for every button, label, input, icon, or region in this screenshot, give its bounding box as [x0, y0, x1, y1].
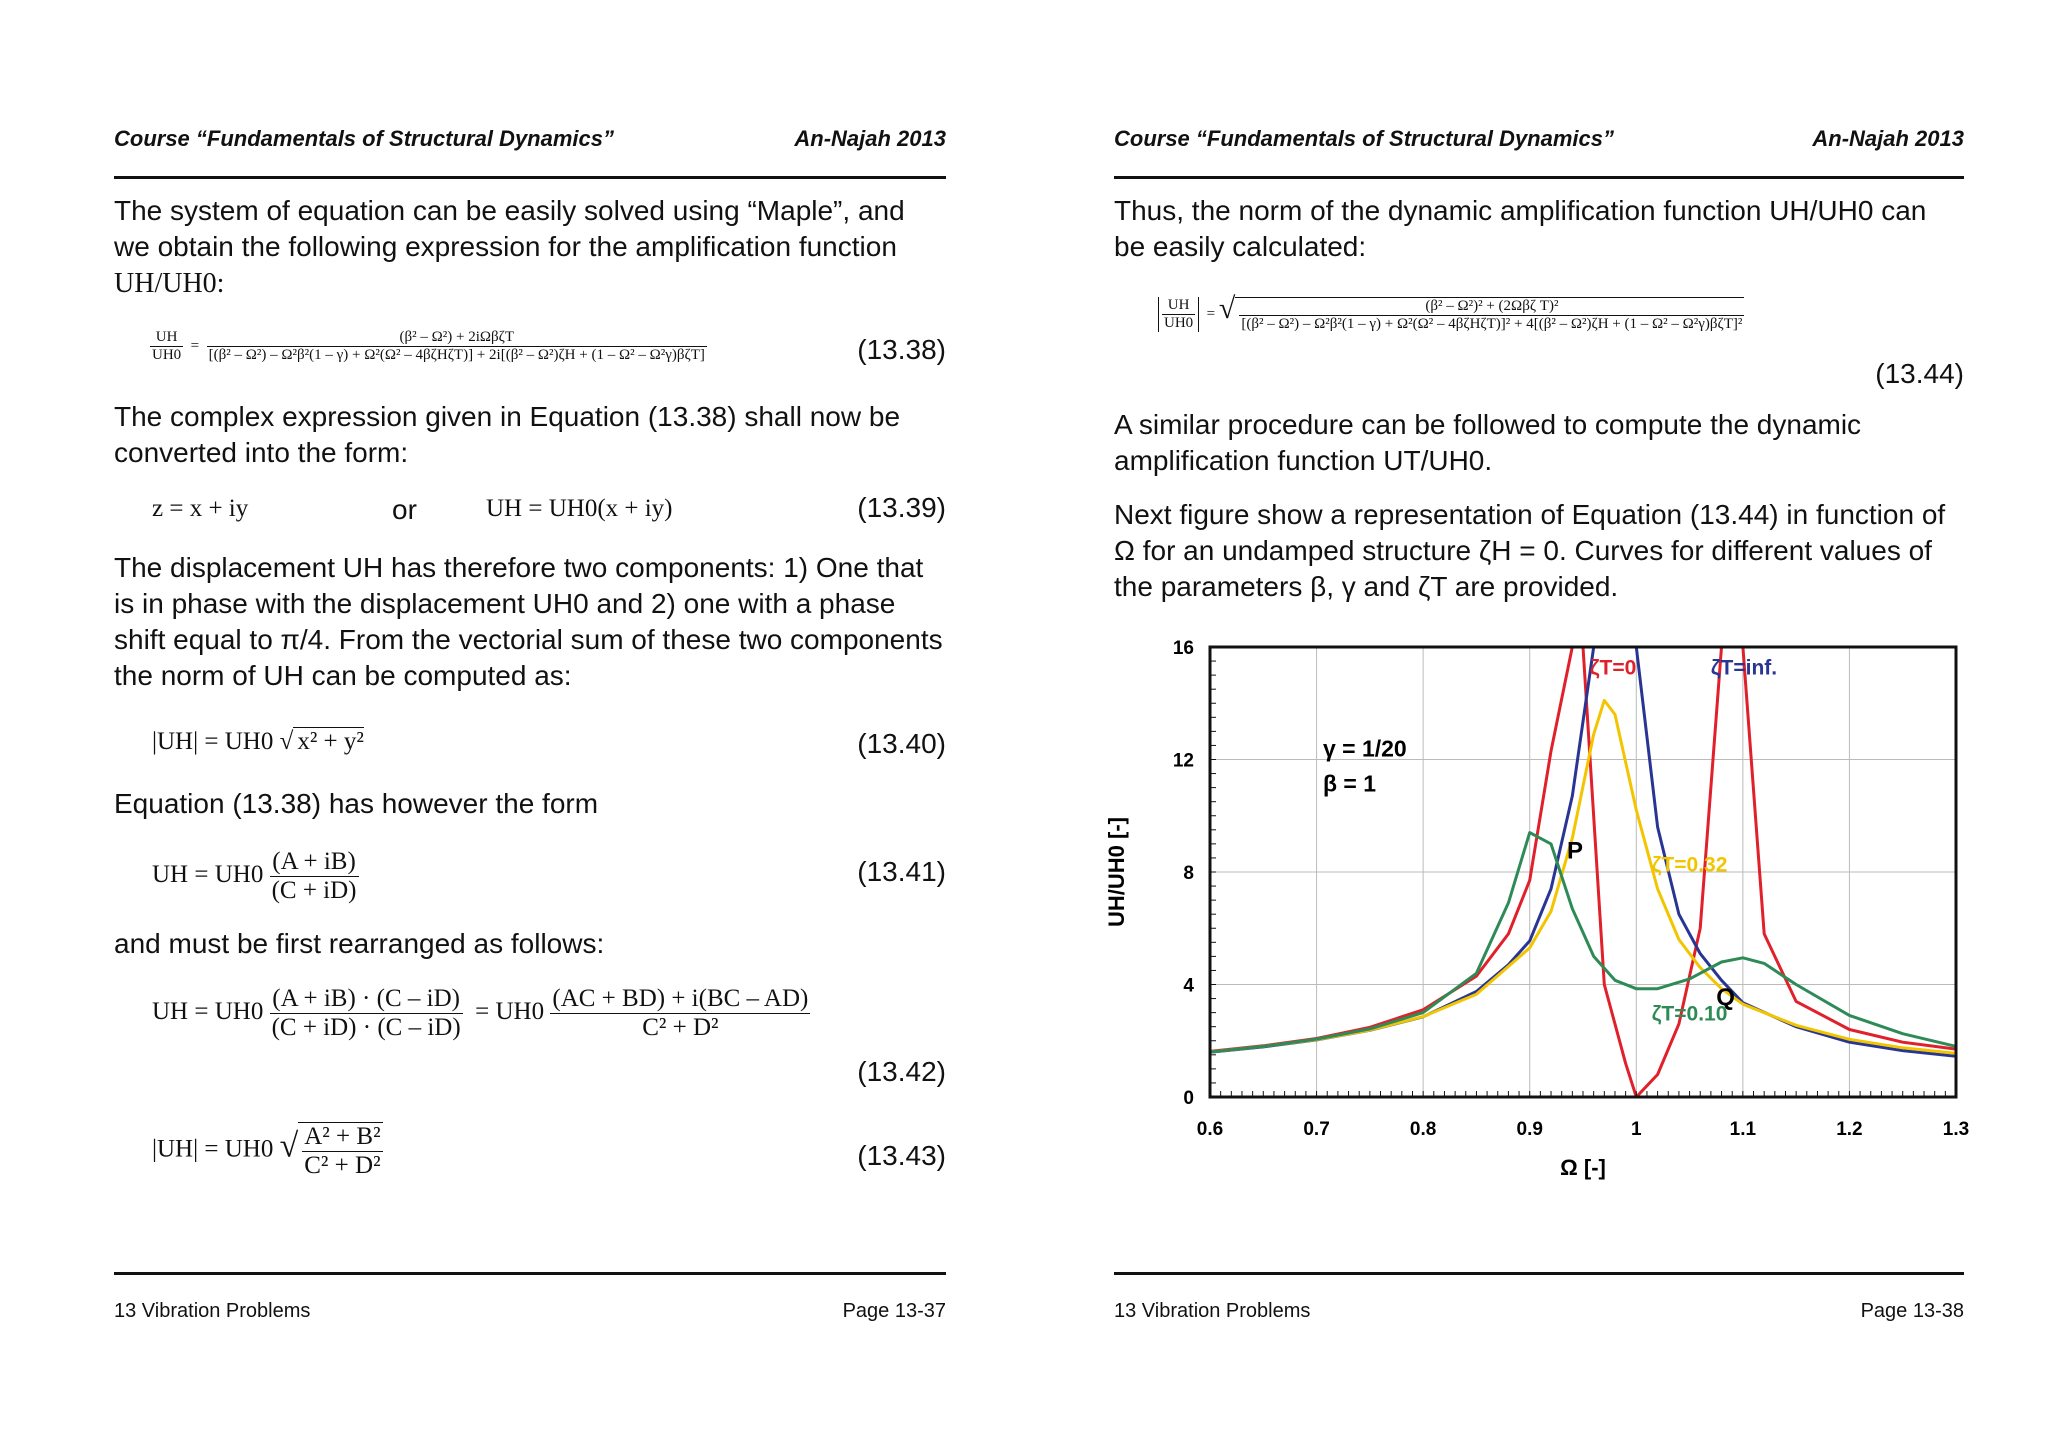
equation-13-42: UH = UH0 $\frac{(A + iB) \cdot (C - iD)}{(C + iD) \cdot (C - iD)}$ = UH0 $\frac{(AC + BD) + i(BC - AD)}{\text{C² + D²}}$ — [152, 985, 809, 1041]
left-p1-symbol: UH/UH0: — [114, 268, 225, 299]
series-label-2: ζT=0.32 — [1651, 853, 1728, 877]
annotation-P: P — [1567, 837, 1584, 865]
x-tick-label: 1 — [1630, 1119, 1642, 1140]
series-label-3: ζT=0.10 — [1651, 1002, 1728, 1026]
y-tick-label: 8 — [1183, 863, 1194, 884]
equation-number-13-43: (13.43) — [857, 1140, 946, 1171]
equation-13-41: UH = UH0 $\frac{(A + iB)}{(C + iD)}$ — [152, 848, 357, 904]
chart-labels — [1104, 657, 1777, 1180]
equation-13-39-or: or — [392, 494, 417, 525]
x-tick-label: 0.6 — [1196, 1119, 1224, 1140]
equation-13-39-lhs: z = x + iy — [152, 495, 249, 522]
equation-number-13-39: (13.39) — [857, 492, 946, 523]
y-axis-label: UH/UH0 [-] — [1104, 817, 1129, 927]
right-page — [1024, 0, 2048, 1448]
series-line-3 — [1210, 833, 1956, 1052]
right-paragraph-3: Next figure show a representation of Equation (13.44) in function of Ω for an undamped structure ζH = 0. Curves for different values of the parameters β, γ and ζT are provided. — [1114, 499, 1946, 602]
annotation-Q: Q — [1716, 983, 1735, 1011]
equation-number-13-44: (13.44) — [1875, 358, 1964, 389]
equation-number-13-38: (13.38) — [857, 334, 946, 365]
left-footer-chapter: 13 Vibration Problems — [114, 1300, 311, 1322]
left-paragraph-3: The displacement UH has therefore two components: 1) One that is in phase with the displacement UH0 and 2) one with a phase shift equal to π/4. From the vectorial sum of these two components the norm of UH can be computed as: — [114, 552, 943, 691]
y-tick-label: 4 — [1183, 975, 1194, 997]
left-footer-rule — [114, 1272, 946, 1275]
equation-13-39-rhs: UH = UH0(x + iy) — [486, 495, 673, 522]
series-label-1: ζT=inf. — [1710, 656, 1778, 680]
equation-13-38: $\frac{UH}{UH0}$ = (β² – Ω²) + 2iΩβζT [(β² – Ω²) – Ω²β²(1 – γ) + Ω²(Ω² – 4βζHζT)] + 2i[(β² – Ω²)ζH + (1 – Ω² – Ω²γ)βζT] — [152, 329, 705, 363]
left-paragraph-4: Equation (13.38) has however the form — [114, 788, 599, 819]
right-paragraph-2: A similar procedure can be followed to compute the dynamic amplification function UT/UH0. — [1114, 409, 1862, 476]
equation-number-13-41: (13.41) — [857, 856, 946, 887]
x-tick-label: 1.1 — [1729, 1119, 1757, 1140]
equation-13-44: $\frac{UH}{UH0}$ = √ (β² – Ω²)² + (2Ωβζ T)² [(β² – Ω²) – Ω²β²(1 – γ) + Ω²(Ω² – 4βζHζT)]² + 4[(β² – Ω²)ζH + (1 – Ω² – Ω²γ)βζT]² — [1158, 292, 1744, 333]
left-paragraph-2: The complex expression given in Equation (13.38) shall now be converted into the form: — [114, 401, 901, 468]
y-tick-label: 0 — [1183, 1088, 1194, 1109]
right-footer-chapter: 13 Vibration Problems — [1114, 1300, 1311, 1322]
x-axis-label: Ω [-] — [1560, 1155, 1606, 1180]
param-text-0: γ = 1/20 — [1322, 735, 1407, 762]
left-paragraph-5: and must be first rearranged as follows: — [114, 928, 605, 959]
param-text-1: β = 1 — [1322, 770, 1377, 797]
x-tick-label: 0.7 — [1303, 1119, 1330, 1140]
left-header-course: Course “Fundamentals of Structural Dynamics” — [114, 126, 614, 151]
right-header-course: Course “Fundamentals of Structural Dynamics” — [1114, 126, 1614, 151]
right-paragraph-1: Thus, the norm of the dynamic amplification function UH/UH0 can be easily calculated: — [1114, 195, 1927, 262]
left-paragraph-1: The system of equation can be easily solved using “Maple”, and we obtain the following expression for the amplification function UH/UH0: — [114, 195, 905, 299]
equation-13-43: |UH| = UH0 √ $\frac{\text{A² + B²}}{\text{C² + D²}}$ — [152, 1123, 381, 1179]
series-line-2 — [1210, 700, 1956, 1053]
x-tick-label: 0.9 — [1516, 1119, 1543, 1140]
series-label-0: ζT=0 — [1589, 656, 1637, 680]
x-tick-label: 1.2 — [1836, 1119, 1863, 1140]
y-tick-label: 16 — [1172, 638, 1194, 659]
left-header-rule — [114, 176, 946, 179]
right-footer-rule — [1114, 1272, 1964, 1275]
equation-number-13-40: (13.40) — [857, 728, 946, 759]
right-header-rule — [1114, 176, 1964, 179]
x-tick-label: 1.3 — [1942, 1119, 1970, 1140]
left-footer-page: Page 13-37 — [842, 1300, 946, 1322]
x-tick-label: 0.8 — [1409, 1119, 1437, 1140]
right-header-year: An-Najah 2013 — [1812, 126, 1964, 151]
equation-number-13-42: (13.42) — [857, 1056, 946, 1087]
equation-13-40: |UH| = UH0 √ x² + y² — [152, 728, 364, 755]
left-header-year: An-Najah 2013 — [794, 126, 946, 151]
y-tick-label: 12 — [1172, 750, 1194, 772]
right-footer-page: Page 13-38 — [1860, 1300, 1964, 1322]
amplification-chart — [1084, 620, 1984, 1180]
